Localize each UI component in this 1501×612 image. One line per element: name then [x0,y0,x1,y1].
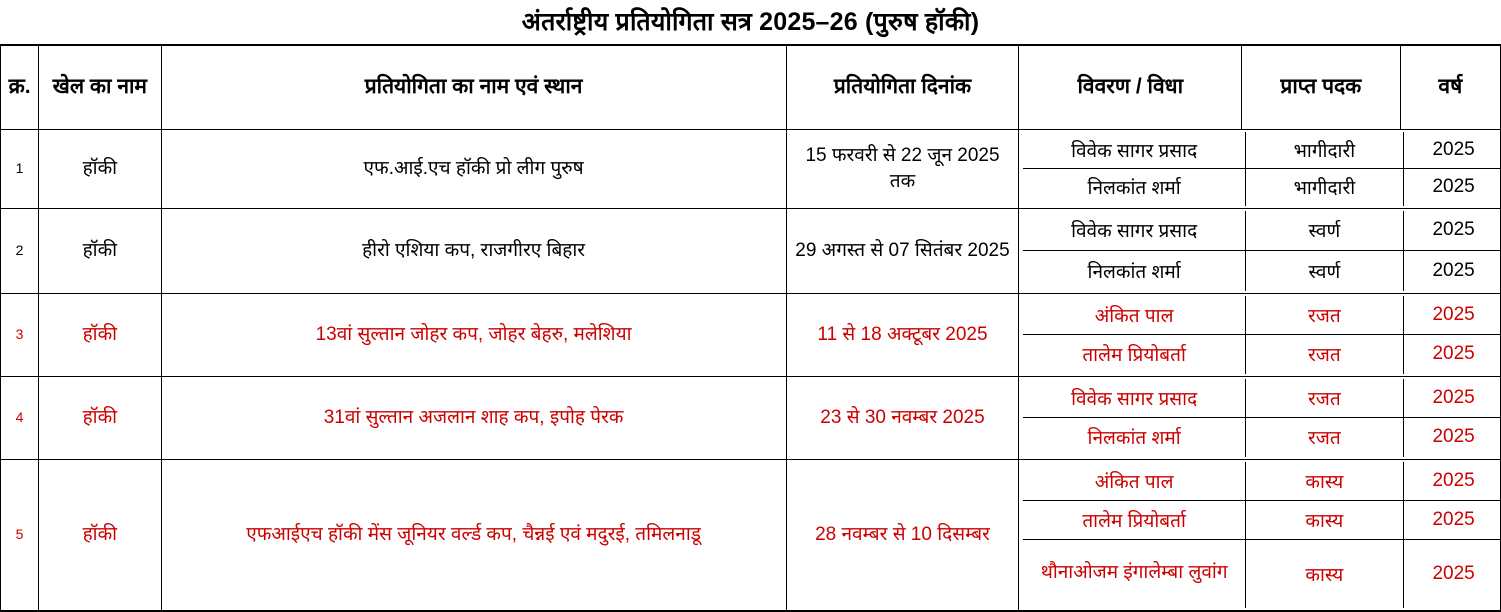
entry-year: 2025 [1403,501,1501,540]
cell-game: हॉकी [39,208,161,293]
entry-detail: विवेक सागर प्रसाद [1023,211,1245,251]
table-row [1,129,1501,208]
cell-game: हॉकी [39,376,161,459]
entry-medal: रजत [1245,335,1403,374]
cell-game: हॉकी [39,129,161,208]
entry-medal: भागीदारी [1245,169,1403,206]
entry-detail: निलकांत शर्मा [1087,261,1181,283]
entry-year: 2025 [1403,335,1501,374]
cell-game: हॉकी [39,459,161,611]
cell-entries [1019,129,1501,208]
entry-detail: अंकित पाल [1023,296,1245,335]
entry-medal: कास्य [1245,501,1403,540]
entry-detail: तालेम प्रियोबर्ता [1023,501,1245,540]
cell-game: हॉकी [39,293,161,376]
column-header-event: प्रतियोगिता का नाम एवं स्थान [161,45,786,129]
page-title: अंतर्राष्ट्रीय प्रतियोगिता सत्र 2025–26 (पुरुष हॉकी) [521,8,980,36]
entry-year: 2025 [1403,462,1501,501]
entry-row [1023,418,1501,457]
table-row [1,459,1501,611]
column-header-year: वर्ष [1400,45,1500,129]
cell-serial: 5 [1,459,39,611]
entry-row [1023,335,1501,374]
cell-entries [1019,459,1501,611]
entry-row [1023,379,1501,418]
competition-table [0,44,1501,612]
cell-event: 31वां सुल्तान अजलान शाह कप, इपोह पेरक [161,376,786,459]
entry-detail: निलकांत शर्मा [1087,428,1181,450]
column-header-medal: प्राप्त पदक [1242,45,1401,129]
entry-medal: रजत [1245,296,1403,335]
cell-entries [1019,293,1501,376]
cell-date: 15 फरवरी से 22 जून 2025 तक [786,129,1019,208]
header-row [1,45,1501,129]
entry-medal: स्वर्ण [1245,251,1403,291]
entry-row [1023,501,1501,540]
entry-row [1023,132,1501,169]
cell-serial: 2 [1,208,39,293]
entries-table [1023,132,1501,206]
cell-date: 23 से 30 नवम्बर 2025 [786,376,1019,459]
column-header-detail: विवरण / विधा [1019,45,1242,129]
entry-row [1023,462,1501,501]
entries-table [1023,211,1501,291]
column-header-date: प्रतियोगिता दिनांक [786,45,1019,129]
cell-date: 11 से 18 अक्टूबर 2025 [786,293,1019,376]
table-header [1,45,1501,129]
entry-detail: थौनाओजम इंगालेम्बा लुवांग [1040,562,1228,584]
entry-medal: स्वर्ण [1245,211,1403,251]
entry-row [1023,251,1501,291]
cell-serial: 3 [1,293,39,376]
entry-year: 2025 [1403,379,1501,418]
entry-detail: विवेक सागर प्रसाद [1023,132,1245,169]
entry-medal: रजत [1245,379,1403,418]
cell-serial: 1 [1,129,39,208]
table-body [1,129,1501,611]
cell-event: एफआईएच हॉकी मेंस जूनियर वर्ल्ड कप, चैन्नई एवं मदुरई, तमिलनाडू [161,459,786,611]
entry-row [1023,540,1501,608]
entry-medal: कास्य [1245,540,1403,608]
cell-event: हीरो एशिया कप, राजगीरए बिहार [161,208,786,293]
cell-serial: 4 [1,376,39,459]
cell-entries [1019,208,1501,293]
cell-event: एफ.आई.एच हॉकी प्रो लीग पुरुष [161,129,786,208]
entry-year: 2025 [1403,132,1501,169]
entry-row [1023,296,1501,335]
cell-entries [1019,376,1501,459]
entry-row [1023,169,1501,206]
entries-table [1023,379,1501,457]
entry-year: 2025 [1403,169,1501,206]
entry-year: 2025 [1403,296,1501,335]
entry-detail: निलकांत शर्मा [1087,178,1181,200]
entry-medal: भागीदारी [1245,132,1403,169]
table-row [1,293,1501,376]
entry-year: 2025 [1403,540,1501,608]
entry-row [1023,211,1501,251]
column-header-serial: क्र. [1,45,39,129]
entry-detail: विवेक सागर प्रसाद [1023,379,1245,418]
cell-event: 13वां सुल्तान जोहर कप, जोहर बेहरु, मलेशिया [161,293,786,376]
entry-medal: कास्य [1245,462,1403,501]
column-header-game: खेल का नाम [39,45,161,129]
entries-table [1023,462,1501,608]
cell-date: 29 अगस्त से 07 सितंबर 2025 [786,208,1019,293]
entry-detail: अंकित पाल [1023,462,1245,501]
entries-table [1023,296,1501,374]
entry-year: 2025 [1403,418,1501,457]
entry-year: 2025 [1403,211,1501,251]
entry-year: 2025 [1403,251,1501,291]
table-row [1,208,1501,293]
entry-detail: तालेम प्रियोबर्ता [1082,345,1186,367]
cell-date: 28 नवम्बर से 10 दिसम्बर [786,459,1019,611]
table-row [1,376,1501,459]
entry-medal: रजत [1245,418,1403,457]
